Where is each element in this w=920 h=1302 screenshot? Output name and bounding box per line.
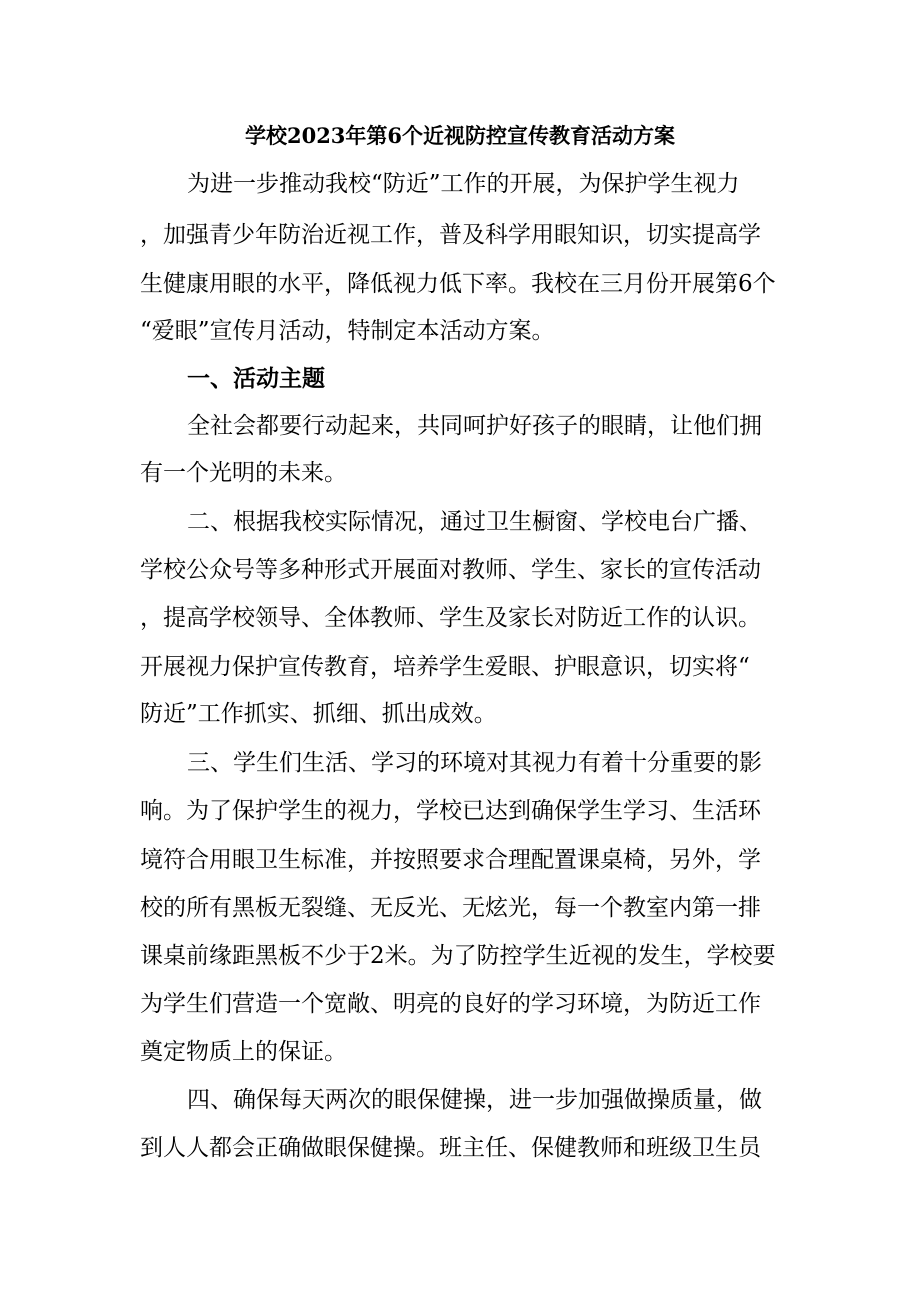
section-heading-theme: 一、活动主题 [187, 365, 325, 392]
paragraph-intro-line-1: 为进一步推动我校“防近”工作的开展，为保护学生视力 [187, 171, 740, 197]
paragraph-three-line-1: 三、学生们生活、学习的环境对其视力有着十分重要的影 [187, 750, 762, 776]
paragraph-two-line-4: 开展视力保护宣传教育，培养学生爱眼、护眼意识，切实将“ [140, 654, 750, 680]
paragraph-three-line-2: 响。为了保护学生的视力，学校已达到确保学生学习、生活环 [140, 798, 761, 824]
paragraph-three-line-6: 为学生们营造一个宽敞、明亮的良好的学习环境，为防近工作 [140, 991, 761, 1017]
paragraph-three-line-7: 奠定物质上的保证。 [140, 1039, 347, 1065]
paragraph-four-line-1: 四、确保每天两次的眼保健操，进一步加强做操质量，做 [187, 1087, 762, 1113]
paragraph-intro-line-3: 生健康用眼的水平，降低视力低下率。我校在三月份开展第6个 [140, 271, 776, 297]
paragraph-four-line-2: 到人人都会正确做眼保健操。班主任、保健教师和班级卫生员 [140, 1135, 761, 1161]
paragraph-theme-line-2: 有一个光明的未来。 [140, 460, 347, 486]
paragraph-theme-line-1: 全社会都要行动起来，共同呵护好孩子的眼睛，让他们拥 [187, 413, 762, 439]
paragraph-three-line-5: 课桌前缘距黑板不少于2米。为了防控学生近视的发生，学校要 [140, 943, 776, 969]
paragraph-three-line-3: 境符合用眼卫生标准，并按照要求合理配置课桌椅，另外，学 [140, 847, 761, 873]
paragraph-intro-line-2: ，加强青少年防治近视工作，普及科学用眼知识，切实提高学 [140, 222, 761, 248]
paragraph-two-line-5: 防近”工作抓实、抓细、抓出成效。 [140, 701, 497, 727]
paragraph-intro-line-4: “爱眼”宣传月活动，特制定本活动方案。 [140, 318, 555, 344]
paragraph-three-line-4: 校的所有黑板无裂缝、无反光、无炫光，每一个教室内第一排 [140, 895, 761, 921]
paragraph-two-line-2: 学校公众号等多种形式开展面对教师、学生、家长的宣传活动 [140, 557, 761, 583]
document-title: 学校2023年第6个近视防控宣传教育活动方案 [244, 123, 676, 148]
paragraph-two-line-1: 二、根据我校实际情况，通过卫生橱窗、学校电台广播、 [187, 509, 762, 535]
paragraph-two-line-3: ，提高学校领导、全体教师、学生及家长对防近工作的认识。 [140, 605, 761, 631]
